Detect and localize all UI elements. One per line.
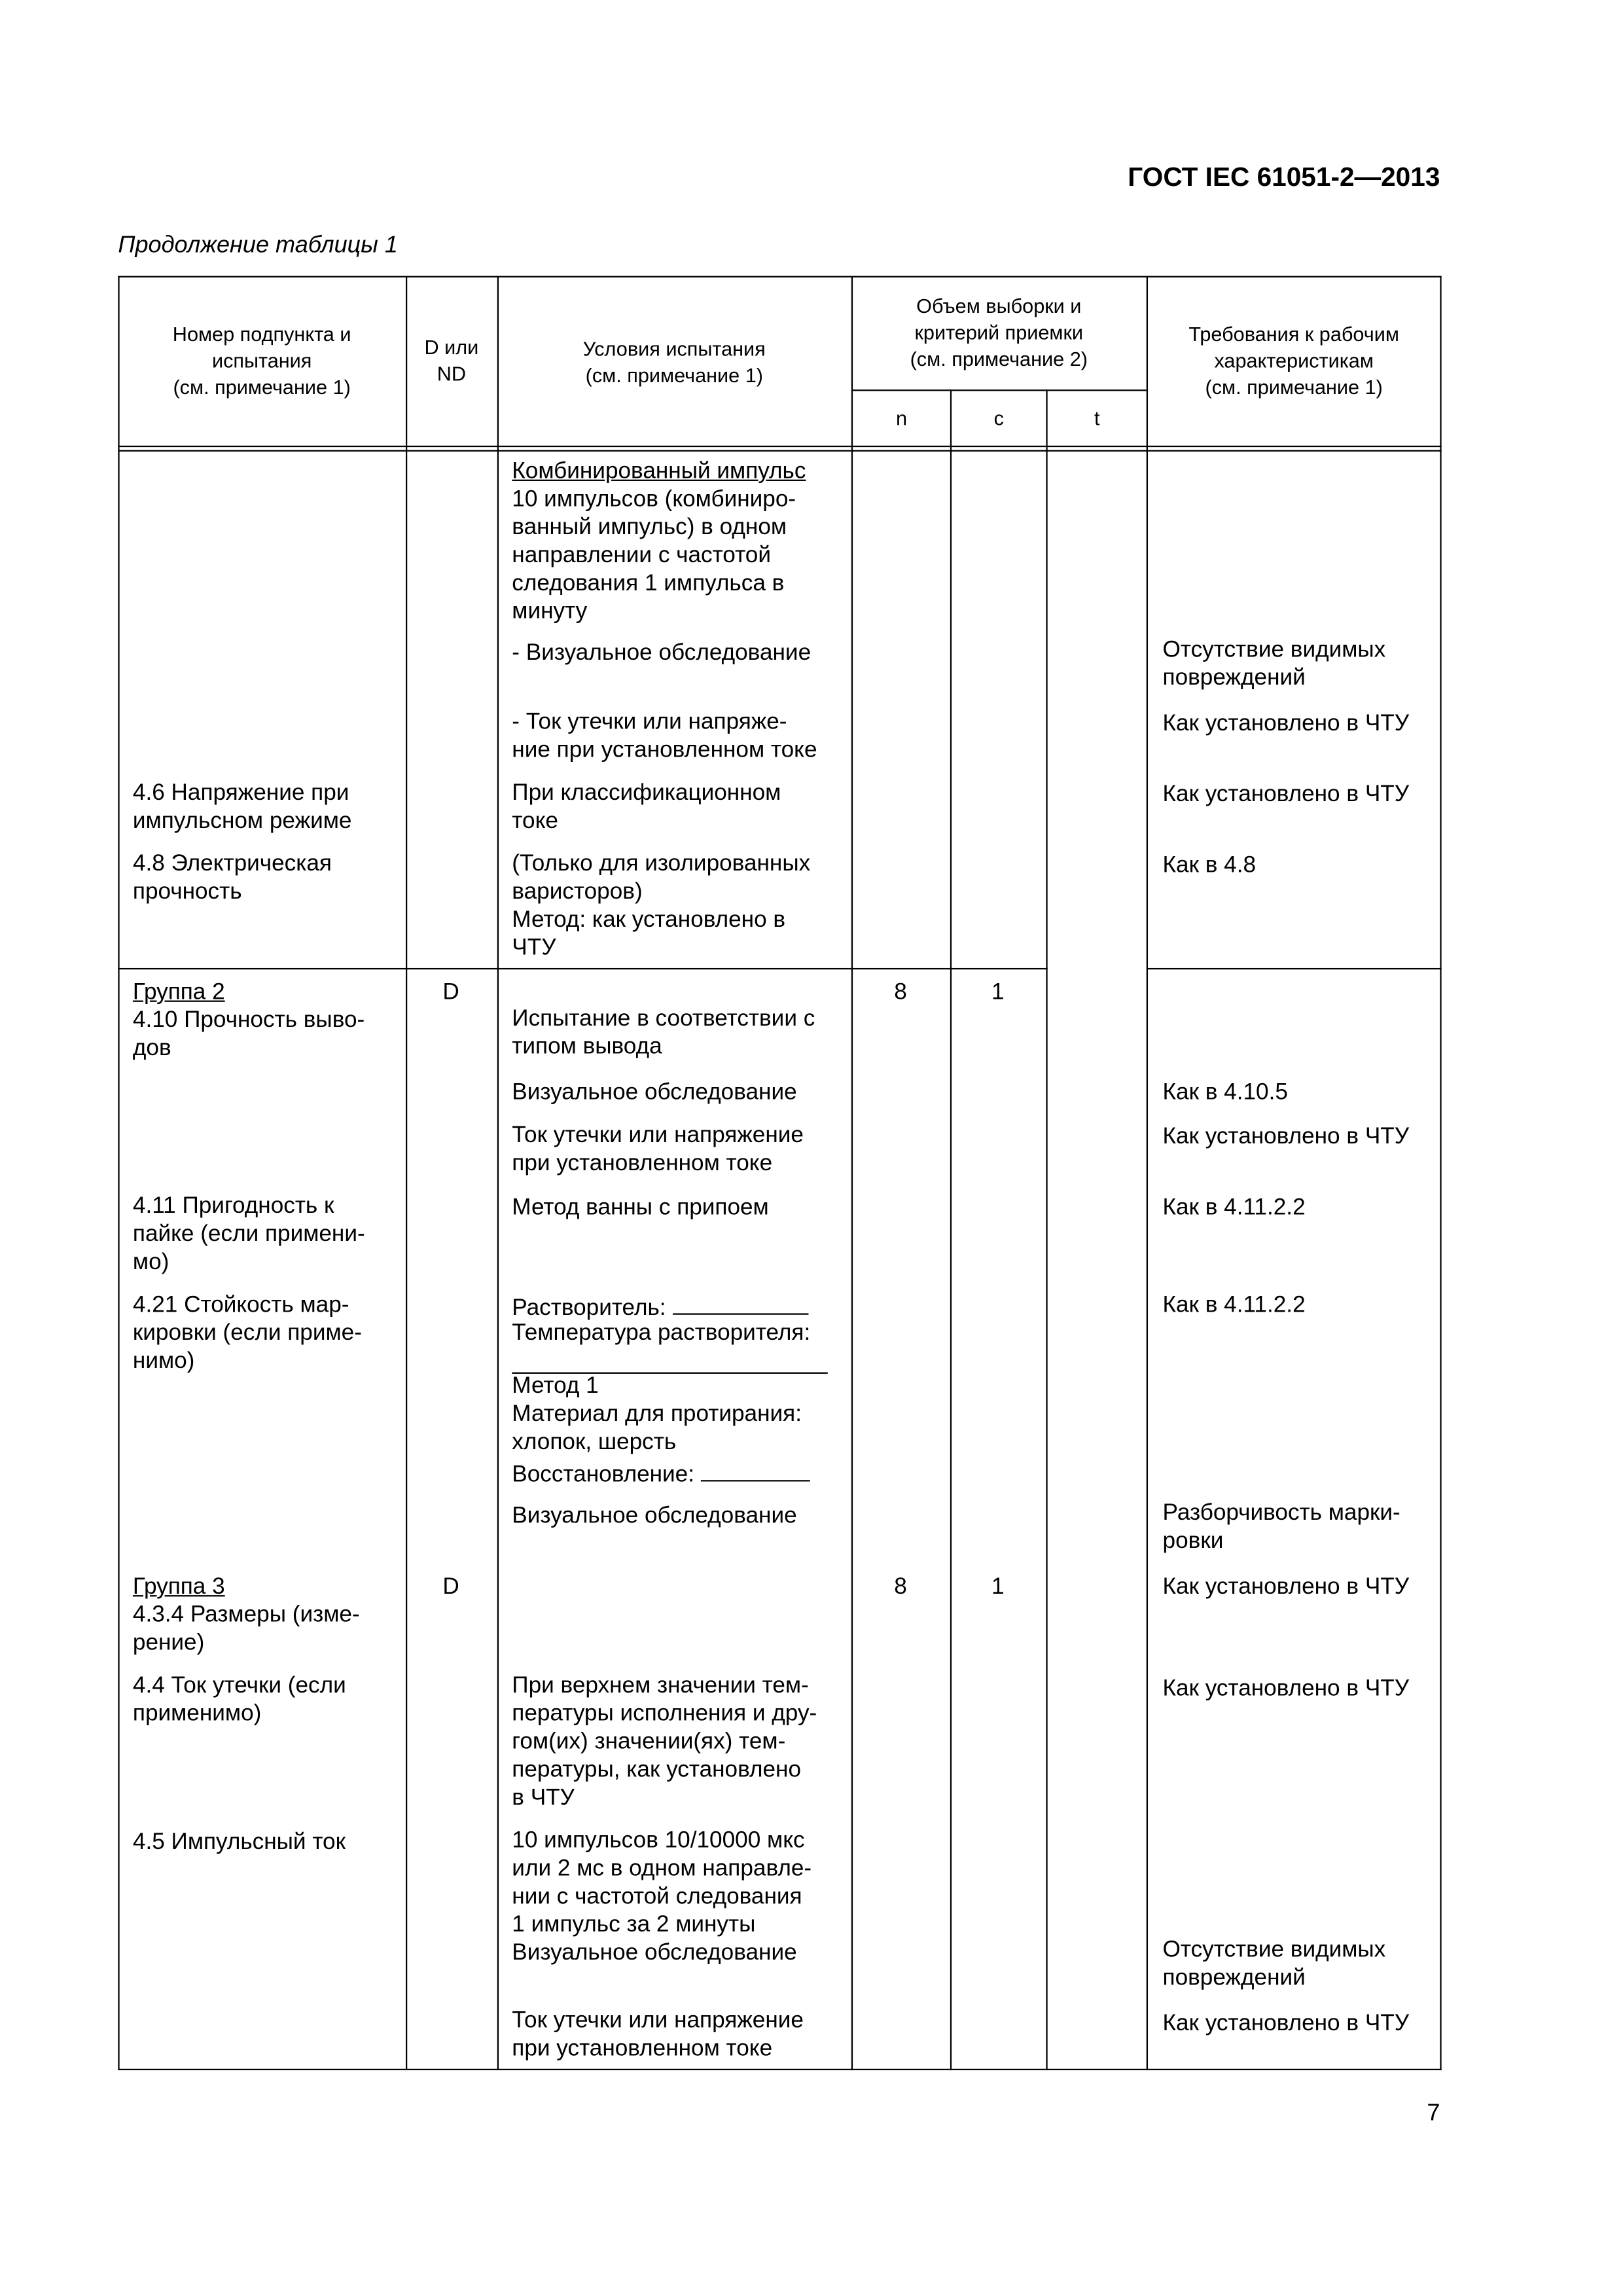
header-test-conditions: Условия испытания (см. примечание 1)	[582, 338, 766, 387]
group-3-n: 8	[894, 1574, 907, 1600]
group-2-d: D	[442, 979, 459, 1005]
table-caption: Продолжение таблицы 1	[118, 233, 398, 259]
condition-4-10: Испытание в соответствии с типом вывода	[512, 1006, 815, 1060]
visual-inspection-condition: - Визуальное обследование	[512, 640, 812, 666]
condition-4-21-solvent: Растворитель:	[512, 1293, 808, 1323]
leakage-condition: - Ток утечки или напряже- ние при установленном токе	[512, 709, 817, 763]
item-4-4: 4.4 Ток утечки (если применимо)	[132, 1673, 346, 1727]
header-n: n	[895, 407, 908, 430]
table-border-top	[118, 276, 1441, 278]
header-divider	[118, 446, 1441, 447]
table-border-right	[1440, 276, 1441, 2070]
group-2-leakage-requirement: Как установлено в ЧТУ	[1162, 1124, 1410, 1150]
table-border-bottom	[118, 2069, 1441, 2070]
group-2-c: 1	[991, 979, 1005, 1005]
column-divider	[406, 276, 407, 2070]
condition-4-21-temperature: Температура растворителя:	[512, 1320, 811, 1346]
group-3-leakage-requirement: Как установлено в ЧТУ	[1162, 2011, 1410, 2037]
condition-4-5: 10 импульсов 10/10000 мкс или 2 мс в одном направле- нии с частотой следования 1 импульс за 2 минуты	[512, 1828, 812, 1937]
condition-4-21-recovery: Восстановление:	[512, 1460, 810, 1490]
document-id: ГОСТ IEC 61051-2—2013	[1128, 162, 1440, 192]
group-3-visual-condition: Визуальное обследование	[512, 1940, 797, 1965]
group-3-d: D	[442, 1574, 459, 1600]
item-4-3-4: 4.3.4 Размеры (изме- рение)	[132, 1602, 360, 1656]
combined-impulse-title: Комбинированный импульс	[512, 459, 806, 484]
group-2-visual-condition: Визуальное обследование	[512, 1080, 797, 1105]
condition-4-21-material: Материал для протирания: хлопок, шерсть	[512, 1401, 802, 1455]
row-divider	[1147, 968, 1442, 969]
header-sample-size: Объем выборки и критерий приемки (см. примечание 2)	[910, 295, 1088, 370]
condition-4-11: Метод ванны с припоем	[512, 1195, 769, 1221]
requirement-4-4: Как установлено в ЧТУ	[1162, 1676, 1410, 1702]
requirement-4-8: Как в 4.8	[1162, 853, 1257, 878]
column-divider	[1046, 389, 1047, 2070]
header-item-number: Номер подпункта и испытания (см. примечание 1)	[172, 323, 351, 399]
header-d-nd: D или ND	[424, 336, 479, 386]
condition-4-6: При классификационном токе	[512, 780, 781, 834]
header-t: t	[1094, 407, 1100, 430]
header-requirements: Требования к рабочим характеристикам (см. примечание 1)	[1188, 323, 1399, 399]
group-2-n: 8	[894, 979, 907, 1005]
group-3-c: 1	[991, 1574, 1005, 1600]
page-number: 7	[1427, 2101, 1440, 2126]
group-3-title: Группа 3	[132, 1574, 225, 1600]
group-2-visual-requirement-2: Разборчивость марки- ровки	[1162, 1500, 1400, 1554]
column-divider	[497, 276, 499, 2070]
row-divider	[118, 968, 1047, 969]
solvent-blank-field	[672, 1293, 808, 1315]
group-2-leakage-condition: Ток утечки или напряжение при установленном токе	[512, 1122, 804, 1176]
column-divider	[950, 389, 952, 2070]
item-4-10: 4.10 Прочность выво- дов	[132, 1007, 365, 1061]
item-4-21: 4.21 Стойкость мар- кировки (если приме- нимо)	[132, 1292, 362, 1374]
header-divider	[118, 450, 1441, 452]
requirement-4-21: Как в 4.11.2.2	[1162, 1292, 1306, 1318]
table-border-left	[118, 276, 119, 2070]
leakage-requirement: Как установлено в ЧТУ	[1162, 711, 1410, 736]
condition-4-4: При верхнем значении тем- пературы исполнения и дру- гом(их) значении(ях) тем- пературы, как установлено в ЧТУ	[512, 1673, 817, 1810]
combined-impulse-conditions: 10 импульсов (комбиниро- ванный импульс) в одном направлении с частотой следования 1 импульса в минуту	[512, 486, 796, 624]
item-4-11: 4.11 Пригодность к пайке (если примени- мо)	[132, 1193, 365, 1275]
group-2-visual-requirement: Как в 4.10.5	[1162, 1080, 1288, 1105]
column-divider	[851, 276, 853, 2070]
header-c: c	[993, 407, 1004, 430]
item-4-8: 4.8 Электрическая прочность	[132, 851, 332, 905]
subheader-divider	[851, 389, 1147, 391]
requirement-4-11: Как в 4.11.2.2	[1162, 1195, 1306, 1221]
item-4-5: 4.5 Импульсный ток	[132, 1829, 346, 1855]
requirement-4-3-4: Как установлено в ЧТУ	[1162, 1574, 1410, 1600]
column-divider	[1147, 276, 1148, 2070]
requirement-4-6: Как установлено в ЧТУ	[1162, 781, 1410, 808]
group-2-title: Группа 2	[132, 979, 225, 1005]
recovery-blank-field	[701, 1460, 810, 1482]
group-2-visual-condition-2: Визуальное обследование	[512, 1503, 797, 1529]
group-3-leakage-condition: Ток утечки или напряжение при установленном токе	[512, 2008, 804, 2062]
group-3-visual-requirement: Отсутствие видимых повреждений	[1162, 1937, 1386, 1991]
condition-4-8: (Только для изолированных варисторов) Метод: как установлено в ЧТУ	[512, 851, 811, 961]
visual-inspection-requirement: Отсутствие видимых повреждений	[1162, 637, 1386, 691]
condition-4-21-method: Метод 1	[512, 1373, 599, 1399]
item-4-6: 4.6 Напряжение при импульсном режиме	[132, 780, 352, 834]
